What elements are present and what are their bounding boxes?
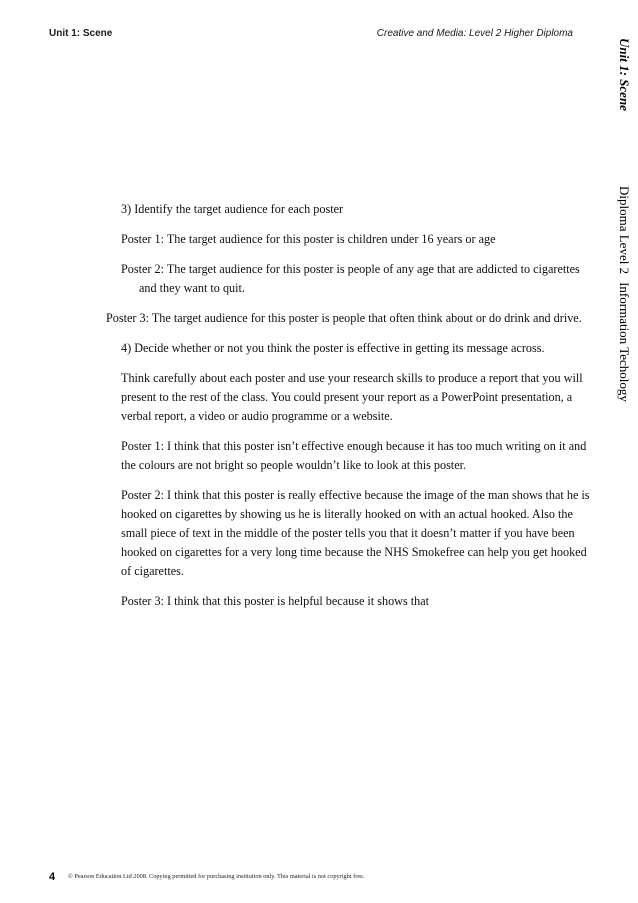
running-header-unit: Unit 1: Scene [49, 28, 113, 39]
answer-poster-1-audience: Poster 1: The target audience for this poster is children under 16 years or age [121, 232, 496, 246]
answer-poster-2-audience: Poster 2: The target audience for this poster is people of any age that are addicted to cigarettes and they want to quit. [121, 262, 580, 295]
question-4: 4) Decide whether or not you think the poster is effective in getting its message across. [121, 341, 545, 355]
side-tab-subtitle [616, 186, 632, 402]
worksheet-body [106, 200, 593, 622]
page-number: 4 [49, 871, 56, 883]
side-tab-title: Unit 1: Scene [617, 38, 632, 111]
running-header-course: Creative and Media: Level 2 Higher Diploma [376, 28, 573, 39]
copyright-notice: © Pearson Education Ltd 2008. Copying permitted for purchasing institution only. This material is not copyright free. [68, 873, 365, 880]
instructions-paragraph: Think carefully about each poster and use your research skills to produce a report that you will present to the rest of the class. You could present your report as a PowerPoint presentation, a verbal report, a video or audio programme or a website. [121, 371, 583, 423]
answer-poster-2-effectiveness: Poster 2: I think that this poster is really effective because the image of the man shows that he is hooked on cigarettes by showing us he is literally hooked on with an actual hooked. Also the small piece of text in the middle of the poster tells you that it doesn’t matter if you have been hooked on cigarettes for a very long time because the NHS Smokefree can help you get hooked of cigarettes. [121, 488, 590, 578]
answer-poster-1-effectiveness: Poster 1: I think that this poster isn’t effective enough because it has too much writing on it and the colours are not bright so people wouldn’t like to look at this poster. [121, 439, 587, 472]
side-tab-subtitle-level: Diploma Level 2 [617, 186, 632, 275]
question-3: 3) Identify the target audience for each poster [121, 202, 344, 216]
answer-poster-3-effectiveness: Poster 3: I think that this poster is helpful because it shows that [121, 594, 430, 608]
side-tab-subtitle-subject: Information Techology [617, 282, 632, 402]
answer-poster-3-audience: Poster 3: The target audience for this poster is people that often think about or do drink and drive. [106, 311, 582, 325]
